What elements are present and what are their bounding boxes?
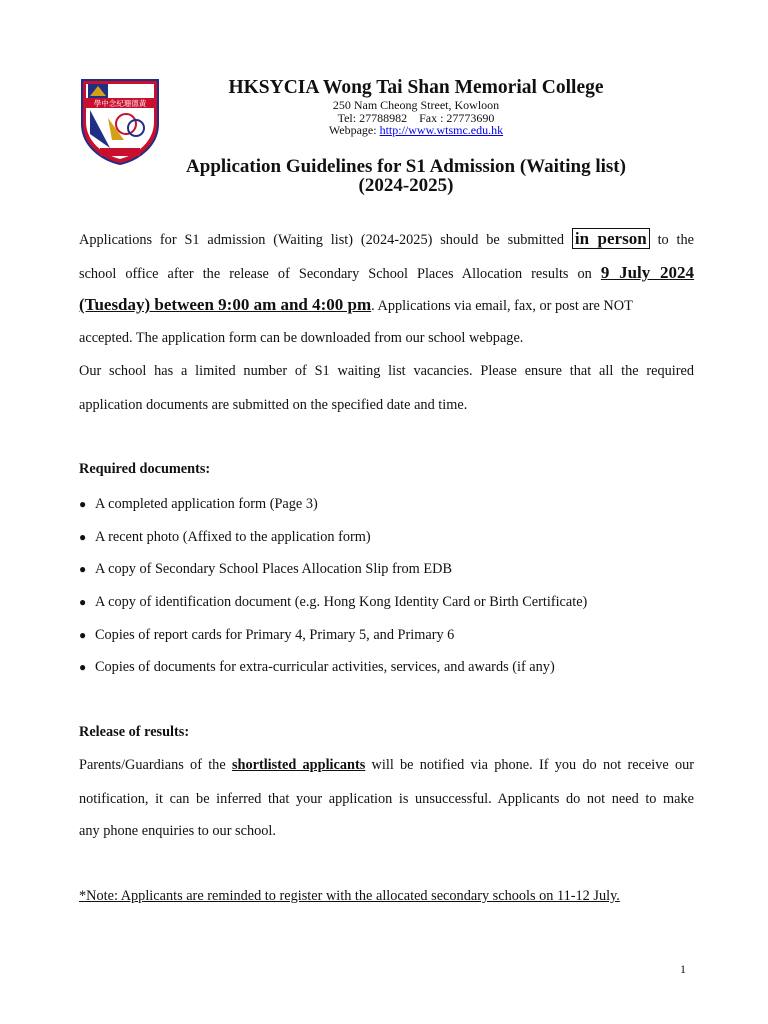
bullet-icon: ● bbox=[79, 529, 87, 544]
school-crest-logo bbox=[80, 78, 160, 166]
bullet-icon: ● bbox=[79, 562, 87, 577]
intro-line-4: accepted. The application form can be downloaded from our school webpage. bbox=[79, 330, 524, 346]
logo-motto-text: 學中念紀珊德黃 bbox=[93, 99, 147, 108]
document-title-year: (2024-2025) bbox=[358, 175, 454, 196]
webpage-line bbox=[160, 124, 672, 137]
list-item bbox=[79, 521, 587, 554]
results-line-1 bbox=[79, 757, 694, 773]
results-text: Parents/Guardians of the bbox=[79, 757, 226, 773]
bullet-icon: ● bbox=[79, 497, 87, 511]
webpage-label: Webpage: bbox=[328, 123, 377, 137]
intro-line-2 bbox=[79, 265, 694, 282]
intro-text: . Applications via email, fax, or post are NOT bbox=[371, 298, 633, 314]
intro-text: school office after the release of Secondary School Places Allocation results on bbox=[79, 266, 592, 282]
submission-date: 9 July 2024 bbox=[600, 263, 694, 282]
intro-line-6: application documents are submitted on the specified date and time. bbox=[79, 397, 468, 413]
list-item bbox=[79, 586, 587, 619]
list-item-text: Copies of documents for extra-curricular activities, services, and awards (if any) bbox=[95, 659, 555, 676]
results-line-2: notification, it can be inferred that your application is unsuccessful. Applicants do not need to make bbox=[79, 791, 694, 807]
intro-line-3 bbox=[79, 297, 694, 314]
results-line-3: any phone enquiries to our school. bbox=[79, 823, 276, 839]
list-item bbox=[79, 651, 587, 684]
in-person-emphasis: in person bbox=[572, 228, 650, 249]
intro-line-1 bbox=[79, 231, 694, 248]
list-item bbox=[79, 488, 587, 521]
tel-text: Tel: 27788982 bbox=[337, 111, 408, 125]
bullet-icon: ● bbox=[79, 595, 87, 610]
list-item-text: Copies of report cards for Primary 4, Primary 5, and Primary 6 bbox=[95, 626, 455, 643]
list-item-text: A copy of Secondary School Places Allocation Slip from EDB bbox=[95, 561, 452, 578]
fax-text: Fax : 27773690 bbox=[419, 111, 495, 125]
shortlisted-applicants-emphasis: shortlisted applicants bbox=[231, 757, 366, 773]
results-text: will be notified via phone. If you do not receive our bbox=[371, 757, 695, 773]
submission-time: (Tuesday) between 9:00 am and 4:00 pm bbox=[79, 295, 372, 314]
list-item bbox=[79, 553, 587, 586]
intro-text: to the bbox=[657, 232, 695, 248]
webpage-link[interactable]: http://www.wtsmc.edu.hk bbox=[379, 123, 504, 137]
school-name: HKSYCIA Wong Tai Shan Memorial College bbox=[228, 77, 604, 98]
release-of-results-heading: Release of results: bbox=[79, 724, 190, 740]
required-documents-heading: Required documents: bbox=[79, 461, 211, 477]
school-address: 250 Nam Cheong Street, Kowloon bbox=[332, 98, 500, 112]
list-item-text: A completed application form (Page 3) bbox=[95, 496, 318, 512]
bullet-icon: ● bbox=[79, 660, 87, 675]
document-title: Application Guidelines for S1 Admission (Waiting list) bbox=[186, 156, 626, 177]
required-documents-list bbox=[79, 488, 587, 684]
list-item bbox=[79, 619, 587, 652]
registration-note: *Note: Applicants are reminded to register with the allocated secondary schools on 11-12 July. bbox=[79, 888, 620, 904]
intro-line-5: Our school has a limited number of S1 waiting list vacancies. Please ensure that all the required bbox=[79, 363, 694, 379]
page-number: 1 bbox=[680, 962, 686, 976]
bullet-icon: ● bbox=[79, 627, 87, 642]
intro-text: Applications for S1 admission (Waiting list) (2024-2025) should be submitted bbox=[79, 232, 564, 248]
list-item-text: A recent photo (Affixed to the application form) bbox=[95, 528, 371, 545]
list-item-text: A copy of identification document (e.g. Hong Kong Identity Card or Birth Certificate) bbox=[95, 594, 588, 611]
